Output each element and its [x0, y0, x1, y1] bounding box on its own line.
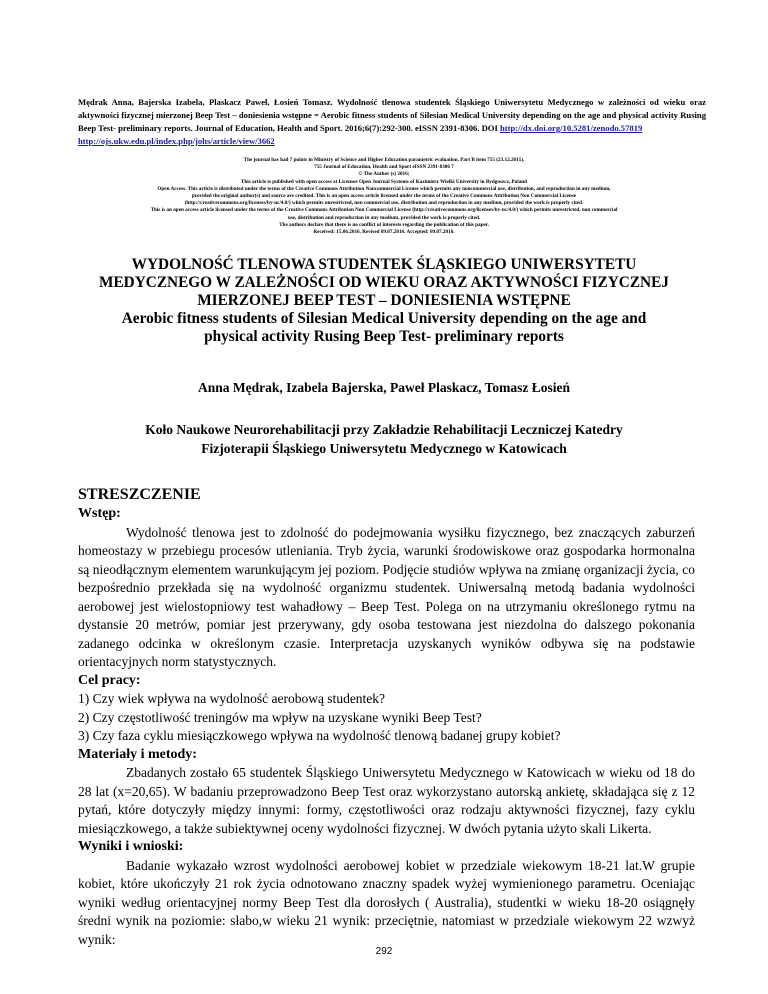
journal-info-line: provided the original author(s) and source are credited. This is an open access article licensed under the terms of the Creative Commons Attribution Non Commercial License [191, 193, 577, 200]
affiliation [70, 420, 698, 458]
intro-heading: Wstęp: [78, 506, 121, 521]
journal-info-line: The journal has had 7 points in Ministry of Science and Higher Education parametric evaluation. Part B item 755 (23.12.2015). [243, 157, 525, 163]
page-number: 292 [375, 946, 393, 957]
affiliation-line: Koło Naukowe Neurorehabilitacji przy Zakładzie Rehabilitacji Leczniczej Katedry [145, 422, 623, 437]
title-en-line: physical activity Rusing Beep Test- preliminary reports [204, 328, 564, 345]
title-pl-line: WYDOLNOŚĆ TLENOWA STUDENTEK ŚLĄSKIEGO UNIWERSYTETU [131, 256, 637, 273]
journal-info-line: © The Author (s) 2016; [358, 171, 410, 178]
journal-info-line: The authors declare that there is no conflict of interests regarding the publication of this paper. [279, 221, 489, 228]
journal-info-line: (http://creativecommons.org/licenses/by-nc/4.0/) which permits unrestricted, non commercial use, distribution and reproduction in any medium, provided the work is properly cited. [184, 200, 584, 207]
journal-info-line: This article is published with open access at Licensee Open Journal Systems of Kazimierz Wielki University in Bydgoszcz, Poland [240, 178, 528, 185]
ojs-link[interactable]: http://ojs.ukw.edu.pl/index.php/johs/article/view/3662 [78, 136, 275, 146]
citation-text: Mędrak Anna, Bajerska Izabela, Plaskacz Paweł, Łosień Tomasz. Wydolność tlenowa studentek Śląskiego Uniwersytetu Medycznego w zależności od wieku oraz aktywności fizycznej mierzonej Beep Test – doniesienia wstępne = Aerobic fitness students of Silesian Medical University depending on the age and physical activity Rusing Beep Test- preliminary reports. Journal of Education, Health and Sport. 2016;6(7):292-300. eISSN 2391-8306. DOI [78, 97, 706, 133]
article-title [70, 256, 698, 346]
abstract-body [78, 485, 695, 949]
title-pl-line: MEDYCZNEGO W ZALEŻNOŚCI OD WIEKU ORAZ AKTYWNOŚCI FIZYCZNEJ [99, 274, 669, 291]
aim-item: 2) Czy częstotliwość treningów ma wpływ na uzyskane wyniki Beep Test? [78, 709, 482, 725]
intro-paragraph: Wydolność tlenowa jest to zdolność do podejmowania wysiłku fizycznego, bez znaczących zaburzeń homeostazy w przebiegu procesów utleniania. Tryb życia, warunki środowiskowe oraz gospodarka hormonalna są nieodłącznym elementem warunkującym jej poziom. Podjęcie studiów wpływa na zmianę organizacji życia, co bezpośrednio przekłada się na wydolność organizmu studentek. Uniwersalną metodą badania wydolności aerobowej jest wielostopniowy test wahadłowy – Beep Test. Polega on na utrzymaniu określonego rytmu na dystansie 20 metrów, pomiar jest przerywany, gdy osoba testowana jest niezdolna do dalszego pokonania zadanego odcinka w określonym czasie. Interpretacja uzyskanych wyników odbywa się na podstawie orientacyjnych norm statystycznych. [78, 524, 695, 669]
doi-link[interactable]: http://dx.doi.org/10.5281/zenodo.57819 [500, 123, 643, 133]
authors: Anna Mędrak, Izabela Bajerska, Paweł Plaskacz, Tomasz Łosień [197, 380, 570, 395]
title-en-line: Aerobic fitness students of Silesian Medical University depending on the age and [121, 310, 647, 327]
journal-info-line: This is an open access article licensed under the terms of the Creative Commons Attribution Non Commercial License (http://creativecommons.org/licenses/by-nc/4.0/) which permits unrestricted, non commercial [150, 207, 618, 214]
title-pl-line: MIERZONEJ BEEP TEST – DONIESIENIA WSTĘPNE [197, 292, 571, 309]
journal-info-line: Open Access. This article is distributed under the terms of the Creative Commons Attribution Noncommercial License which permits any noncommercial use, distribution, and reproduction in any medium, [157, 185, 611, 192]
journal-info-line: Received: 15.06.2016. Revised 09.07.2016. Accepted: 09.07.2016. [313, 229, 455, 236]
results-heading: Wyniki i wnioski: [78, 839, 184, 854]
journal-info-line: 755 Journal of Education, Health and Sport eISSN 2391-8306 7 [314, 164, 454, 171]
abstract-heading: STRESZCZENIE [78, 486, 201, 503]
aim-item: 1) Czy wiek wpływa na wydolność aerobową studentek? [78, 691, 386, 706]
journal-info-line: use, distribution and reproduction in any medium, provided the work is properly cited. [287, 214, 481, 221]
aim-heading: Cel pracy: [78, 672, 141, 688]
journal-info-block [40, 157, 728, 236]
citation-block [78, 96, 706, 148]
aim-item: 3) Czy faza cyklu miesiączkowego wpływa na wydolność tlenową badanej grupy kobiet? [78, 728, 561, 743]
affiliation-line: Fizjoterapii Śląskiego Uniwersytetu Medycznego w Katowicach [201, 441, 567, 456]
methods-paragraph: Zbadanych zostało 65 studentek Śląskiego Uniwersytetu Medycznego w Katowicach w wieku od 18 do 28 lat (x=20,65). W badaniu przeprowadzono Beep Test oraz wykorzystano autorską ankietę, składająca się z 12 pytań, które dotyczyły między innymi: formy, częstotliwości oraz rodzaju aktywności fizycznej, fazy cyklu miesiączkowego, a także subiektywnej oceny wydolności fizycznej. W dwóch pytania użyto skali Likerta. [78, 765, 695, 836]
methods-heading: Materiały i metody: [78, 746, 197, 762]
results-paragraph: Badanie wykazało wzrost wydolności aerobowej kobiet w przedziale wiekowym 18-21 lat.W grupie kobiet, które ukończyły 21 rok życia odnotowano znaczny spadek wyżej wymienionego parametru. Oceniając wyniki według orientacyjnej normy Beep Test dla dorosłych ( Australia), studentki w wieku 18-20 osiągnęły średni wynik na poziomie: słabo,w wieku 21 wynik: przeciętnie, natomiast w przedziale wiekowym 22 wzwyż wynik: [78, 857, 695, 947]
